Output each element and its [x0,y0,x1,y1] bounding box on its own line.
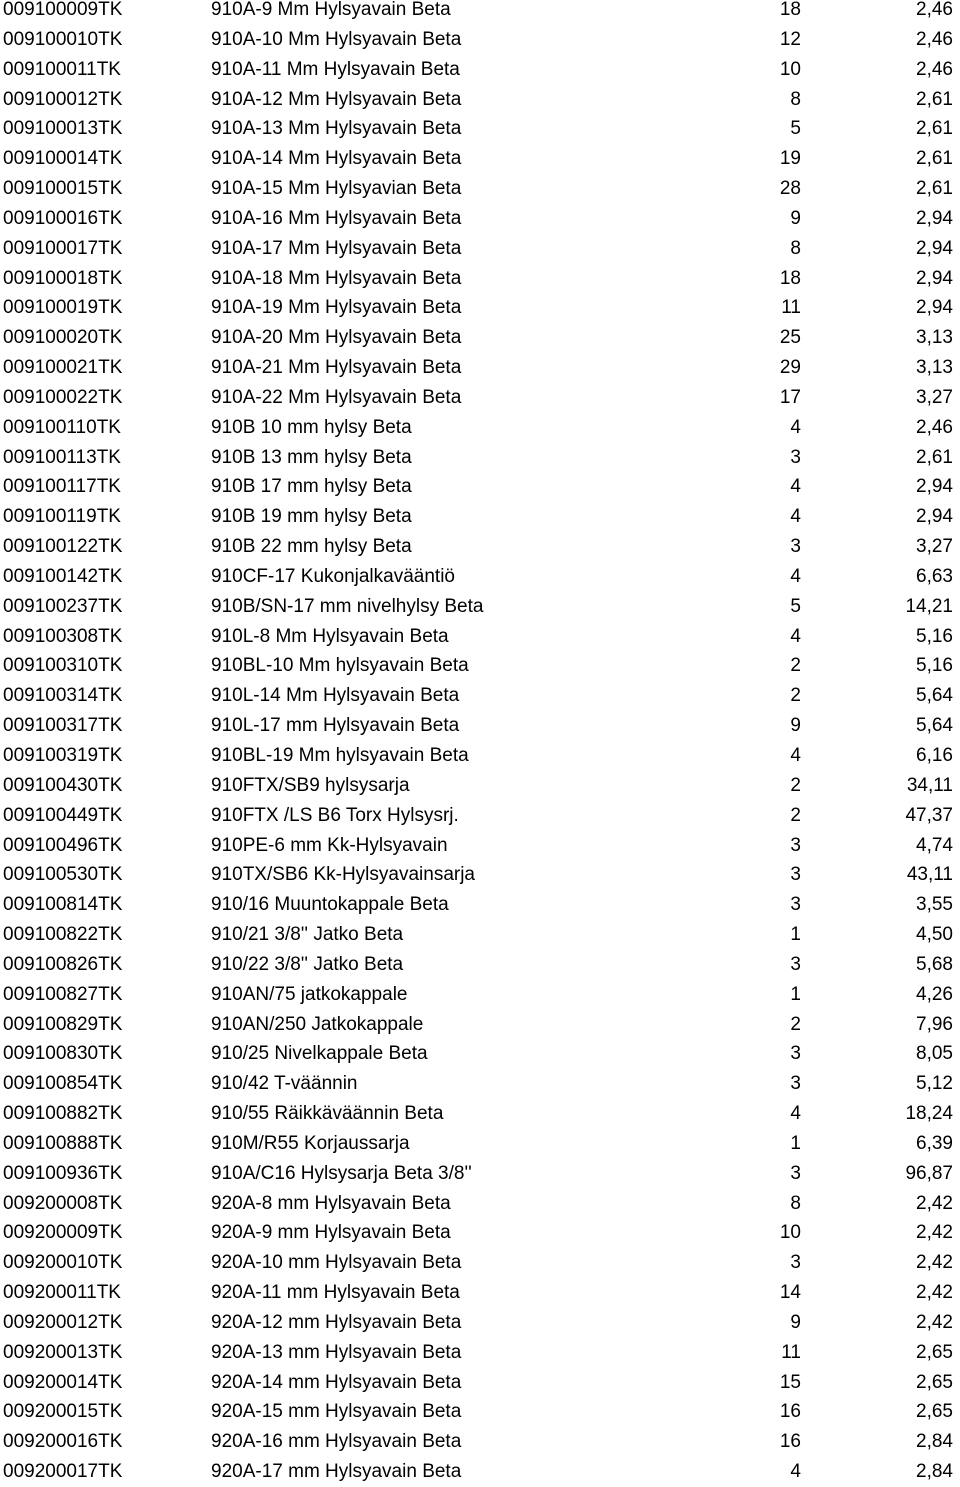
product-code-cell: 009100829TK [3,1013,123,1035]
product-code-cell: 009100117TK [3,476,121,498]
product-code-cell: 009200012TK [3,1311,123,1333]
quantity-cell: 29 [779,357,801,379]
quantity-cell: 3 [790,864,801,886]
price-cell: 5,12 [916,1073,953,1095]
table-row [0,1010,960,1040]
price-cell: 2,65 [916,1401,953,1423]
table-row [0,980,960,1010]
product-code-cell: 009100936TK [3,1162,123,1184]
product-name-cell: 910L-17 mm Hylsyavain Beta [211,715,460,737]
table-row [0,1159,960,1189]
product-code-cell: 009100019TK [3,297,123,319]
product-name-cell: 920A-11 mm Hylsyavain Beta [211,1282,460,1304]
product-code-cell: 009100013TK [3,118,123,140]
quantity-cell: 12 [779,28,801,50]
product-code-cell: 009200015TK [3,1401,123,1423]
product-name-cell: 920A-10 mm Hylsyavain Beta [211,1252,462,1274]
product-name-cell: 920A-16 mm Hylsyavain Beta [211,1431,462,1453]
table-row [0,502,960,532]
price-cell: 2,61 [916,88,953,110]
price-cell: 2,84 [916,1461,953,1483]
price-cell: 5,68 [916,953,953,975]
table-row [0,622,960,652]
table-row [0,1099,960,1129]
product-name-cell: 910TX/SB6 Kk-Hylsyavainsarja [211,864,475,886]
table-row [0,85,960,115]
product-code-cell: 009200016TK [3,1431,123,1453]
product-name-cell: 910A-19 Mm Hylsyavain Beta [211,297,462,319]
price-cell: 2,61 [916,118,953,140]
product-code-cell: 009100882TK [3,1103,123,1125]
table-row [0,562,960,592]
price-cell: 2,94 [916,506,953,528]
product-name-cell: 920A-13 mm Hylsyavain Beta [211,1341,462,1363]
table-row [0,413,960,443]
product-code-cell: 009100142TK [3,565,123,587]
quantity-cell: 3 [790,1252,801,1274]
quantity-cell: 16 [779,1431,801,1453]
product-name-cell: 910B/SN-17 mm nivelhylsy Beta [211,595,484,617]
price-cell: 3,55 [916,894,953,916]
product-code-cell: 009100888TK [3,1132,123,1154]
table-row [0,1248,960,1278]
quantity-cell: 28 [779,178,801,200]
product-name-cell: 910A-17 Mm Hylsyavain Beta [211,237,462,259]
table-row [0,592,960,622]
product-code-cell: 009200013TK [3,1341,123,1363]
quantity-cell: 1 [790,1132,801,1154]
table-row [0,114,960,144]
product-name-cell: 910A-21 Mm Hylsyavain Beta [211,357,462,379]
product-name-cell: 910A-22 Mm Hylsyavain Beta [211,386,462,408]
quantity-cell: 19 [779,148,801,170]
price-cell: 2,46 [916,58,953,80]
price-cell: 2,94 [916,207,953,229]
product-name-cell: 910FTX/SB9 hylsysarja [211,774,410,796]
product-code-cell: 009100814TK [3,894,123,916]
price-cell: 2,42 [916,1311,953,1333]
product-code-cell: 009100122TK [3,536,123,558]
product-name-cell: 910L-8 Mm Hylsyavain Beta [211,625,449,647]
price-cell: 2,42 [916,1192,953,1214]
table-row [0,353,960,383]
product-name-cell: 910/55 Räikkäväännin Beta [211,1103,444,1125]
price-cell: 3,27 [916,536,953,558]
quantity-cell: 3 [790,1162,801,1184]
product-code-cell: 009100496TK [3,834,123,856]
product-code-cell: 009100022TK [3,386,123,408]
price-cell: 2,61 [916,148,953,170]
product-name-cell: 910B 17 mm hylsy Beta [211,476,412,498]
product-code-cell: 009100017TK [3,237,123,259]
product-name-cell: 910A-15 Mm Hylsyavian Beta [211,178,462,200]
table-row [0,443,960,473]
price-cell: 5,16 [916,655,953,677]
table-row [0,831,960,861]
table-row [0,532,960,562]
table-row [0,1397,960,1427]
product-code-cell: 009100011TK [3,58,121,80]
product-name-cell: 910/42 T-väännin [211,1073,358,1095]
table-row [0,1427,960,1457]
price-cell: 5,64 [916,715,953,737]
product-name-cell: 910FTX /LS B6 Torx Hylsysrj. [211,804,459,826]
table-row [0,174,960,204]
table-row [0,1129,960,1159]
price-cell: 2,46 [916,0,953,20]
product-name-cell: 910A-14 Mm Hylsyavain Beta [211,148,462,170]
price-cell: 2,94 [916,476,953,498]
price-cell: 2,42 [916,1282,953,1304]
price-cell: 2,42 [916,1222,953,1244]
product-code-cell: 009100310TK [3,655,123,677]
product-name-cell: 910/21 3/8'' Jatko Beta [211,924,404,946]
price-cell: 2,46 [916,28,953,50]
product-code-cell: 009100014TK [3,148,123,170]
table-row [0,234,960,264]
product-code-cell: 009100822TK [3,924,123,946]
product-name-cell: 910B 13 mm hylsy Beta [211,446,412,468]
product-code-cell: 009100021TK [3,357,123,379]
price-cell: 34,11 [906,774,953,796]
quantity-cell: 4 [790,1103,801,1125]
product-name-cell: 910/16 Muuntokappale Beta [211,894,449,916]
product-code-cell: 009200011TK [3,1282,121,1304]
price-cell: 18,24 [905,1103,953,1125]
product-code-cell: 009100015TK [3,178,123,200]
price-cell: 2,94 [916,297,953,319]
price-cell: 8,05 [916,1043,953,1065]
price-cell: 2,61 [916,446,953,468]
table-row [0,1189,960,1219]
table-row [0,1338,960,1368]
product-code-cell: 009100009TK [3,0,123,20]
product-code-cell: 009200014TK [3,1371,123,1393]
price-cell: 6,63 [916,565,953,587]
price-cell: 6,39 [916,1132,953,1154]
price-cell: 5,64 [916,685,953,707]
table-row [0,383,960,413]
quantity-cell: 3 [790,953,801,975]
table-row [0,711,960,741]
quantity-cell: 5 [790,595,801,617]
table-row [0,1278,960,1308]
quantity-cell: 3 [790,446,801,468]
quantity-cell: 2 [790,804,801,826]
product-name-cell: 910A-20 Mm Hylsyavain Beta [211,327,462,349]
product-code-cell: 009100854TK [3,1073,123,1095]
price-cell: 7,96 [916,1013,953,1035]
quantity-cell: 11 [781,1341,801,1363]
product-code-cell: 009200008TK [3,1192,123,1214]
quantity-cell: 16 [779,1401,801,1423]
quantity-cell: 10 [779,1222,801,1244]
product-name-cell: 910A-18 Mm Hylsyavain Beta [211,267,462,289]
quantity-cell: 14 [779,1282,801,1304]
table-row [0,741,960,771]
price-cell: 2,42 [916,1252,953,1274]
table-row [0,1069,960,1099]
product-code-cell: 009100012TK [3,88,123,110]
product-code-cell: 009100530TK [3,864,123,886]
product-name-cell: 910CF-17 Kukonjalkavääntiö [211,565,455,587]
quantity-cell: 4 [790,476,801,498]
table-row [0,0,960,25]
quantity-cell: 4 [790,1461,801,1483]
table-row [0,801,960,831]
product-name-cell: 910A-9 Mm Hylsyavain Beta [211,0,451,20]
table-row [0,144,960,174]
quantity-cell: 4 [790,565,801,587]
product-code-cell: 009100018TK [3,267,123,289]
product-name-cell: 910B 19 mm hylsy Beta [211,506,412,528]
product-code-cell: 009100827TK [3,983,123,1005]
product-name-cell: 910B 10 mm hylsy Beta [211,416,412,438]
price-cell: 47,37 [905,804,953,826]
product-code-cell: 009100020TK [3,327,123,349]
price-cell: 4,26 [916,983,953,1005]
product-code-cell: 009100113TK [3,446,121,468]
price-cell: 96,87 [905,1162,953,1184]
product-name-cell: 910A-12 Mm Hylsyavain Beta [211,88,462,110]
product-name-cell: 910BL-10 Mm hylsyavain Beta [211,655,469,677]
product-name-cell: 910M/R55 Korjaussarja [211,1132,410,1154]
product-code-cell: 009100308TK [3,625,123,647]
quantity-cell: 2 [790,1013,801,1035]
product-code-cell: 009100430TK [3,774,123,796]
quantity-cell: 10 [779,58,801,80]
quantity-cell: 9 [790,1311,801,1333]
quantity-cell: 3 [790,536,801,558]
product-code-cell: 009100110TK [3,416,121,438]
product-name-cell: 910AN/250 Jatkokappale [211,1013,424,1035]
quantity-cell: 3 [790,834,801,856]
quantity-cell: 2 [790,655,801,677]
price-cell: 3,13 [916,327,953,349]
table-row [0,1218,960,1248]
product-code-cell: 009200017TK [3,1461,123,1483]
quantity-cell: 25 [779,327,801,349]
product-code-cell: 009200010TK [3,1252,123,1274]
table-row [0,1368,960,1398]
price-cell: 4,74 [916,834,953,856]
table-row [0,1039,960,1069]
product-name-cell: 910PE-6 mm Kk-Hylsyavain [211,834,448,856]
quantity-cell: 4 [790,506,801,528]
table-row [0,860,960,890]
table-row [0,204,960,234]
quantity-cell: 11 [781,297,801,319]
product-code-cell: 009100314TK [3,685,123,707]
quantity-cell: 3 [790,1073,801,1095]
table-row [0,920,960,950]
table-row [0,1308,960,1338]
table-row [0,264,960,294]
product-name-cell: 920A-17 mm Hylsyavain Beta [211,1461,462,1483]
quantity-cell: 8 [790,237,801,259]
product-name-cell: 910B 22 mm hylsy Beta [211,536,412,558]
price-cell: 2,65 [916,1371,953,1393]
price-cell: 3,13 [916,357,953,379]
quantity-cell: 5 [790,118,801,140]
product-code-cell: 009100119TK [3,506,121,528]
product-name-cell: 920A-15 mm Hylsyavain Beta [211,1401,462,1423]
product-code-cell: 009100010TK [3,28,123,50]
quantity-cell: 1 [790,924,801,946]
quantity-cell: 4 [790,416,801,438]
quantity-cell: 17 [779,386,801,408]
product-name-cell: 910A-13 Mm Hylsyavain Beta [211,118,462,140]
table-row [0,651,960,681]
quantity-cell: 3 [790,894,801,916]
price-cell: 2,65 [916,1341,953,1363]
quantity-cell: 15 [779,1371,801,1393]
quantity-cell: 4 [790,625,801,647]
quantity-cell: 8 [790,1192,801,1214]
product-name-cell: 920A-12 mm Hylsyavain Beta [211,1311,462,1333]
product-name-cell: 920A-14 mm Hylsyavain Beta [211,1371,462,1393]
price-cell: 6,16 [916,745,953,766]
product-name-cell: 920A-8 mm Hylsyavain Beta [211,1192,451,1214]
price-cell: 2,46 [916,416,953,438]
price-cell: 2,94 [916,267,953,289]
table-row [0,950,960,980]
quantity-cell: 9 [790,715,801,737]
price-cell: 43,11 [906,864,953,886]
product-code-cell: 009200009TK [3,1222,123,1244]
product-name-cell: 910A-16 Mm Hylsyavain Beta [211,207,462,229]
product-code-cell: 009100237TK [3,595,123,617]
table-row [0,472,960,502]
product-name-cell: 920A-9 mm Hylsyavain Beta [211,1222,451,1244]
price-cell: 5,16 [916,625,953,647]
table-row [0,25,960,55]
product-name-cell: 910AN/75 jatkokappale [211,983,408,1005]
quantity-cell: 2 [790,774,801,796]
product-name-cell: 910A-10 Mm Hylsyavain Beta [211,28,462,50]
product-name-cell: 910L-14 Mm Hylsyavain Beta [211,685,460,707]
product-code-cell: 009100830TK [3,1043,123,1065]
quantity-cell: 18 [779,0,801,20]
quantity-cell: 18 [779,267,801,289]
product-code-cell: 009100016TK [3,207,123,229]
price-cell: 14,21 [905,595,953,617]
product-name-cell: 910A/C16 Hylsysarja Beta 3/8'' [211,1162,472,1184]
quantity-cell: 8 [790,88,801,110]
price-cell: 2,94 [916,237,953,259]
price-cell: 2,84 [916,1431,953,1453]
price-cell: 3,27 [916,386,953,408]
product-code-cell: 009100319TK [3,745,123,766]
product-name-cell: 910/22 3/8'' Jatko Beta [211,953,404,975]
table-row [0,681,960,711]
table-row [0,323,960,353]
product-name-cell: 910BL-19 Mm hylsyavain Beta [211,745,469,766]
table-row [0,293,960,323]
quantity-cell: 1 [790,983,801,1005]
table-row [0,55,960,85]
product-code-cell: 009100449TK [3,804,123,826]
product-code-cell: 009100826TK [3,953,123,975]
product-name-cell: 910A-11 Mm Hylsyavain Beta [211,58,460,80]
product-name-cell: 910/25 Nivelkappale Beta [211,1043,428,1065]
quantity-cell: 3 [790,1043,801,1065]
quantity-cell: 2 [790,685,801,707]
quantity-cell: 9 [790,207,801,229]
quantity-cell: 4 [790,745,801,766]
table-row [0,1457,960,1487]
product-code-cell: 009100317TK [3,715,123,737]
price-cell: 4,50 [916,924,953,946]
table-row [0,890,960,920]
price-cell: 2,61 [916,178,953,200]
table-row [0,771,960,801]
